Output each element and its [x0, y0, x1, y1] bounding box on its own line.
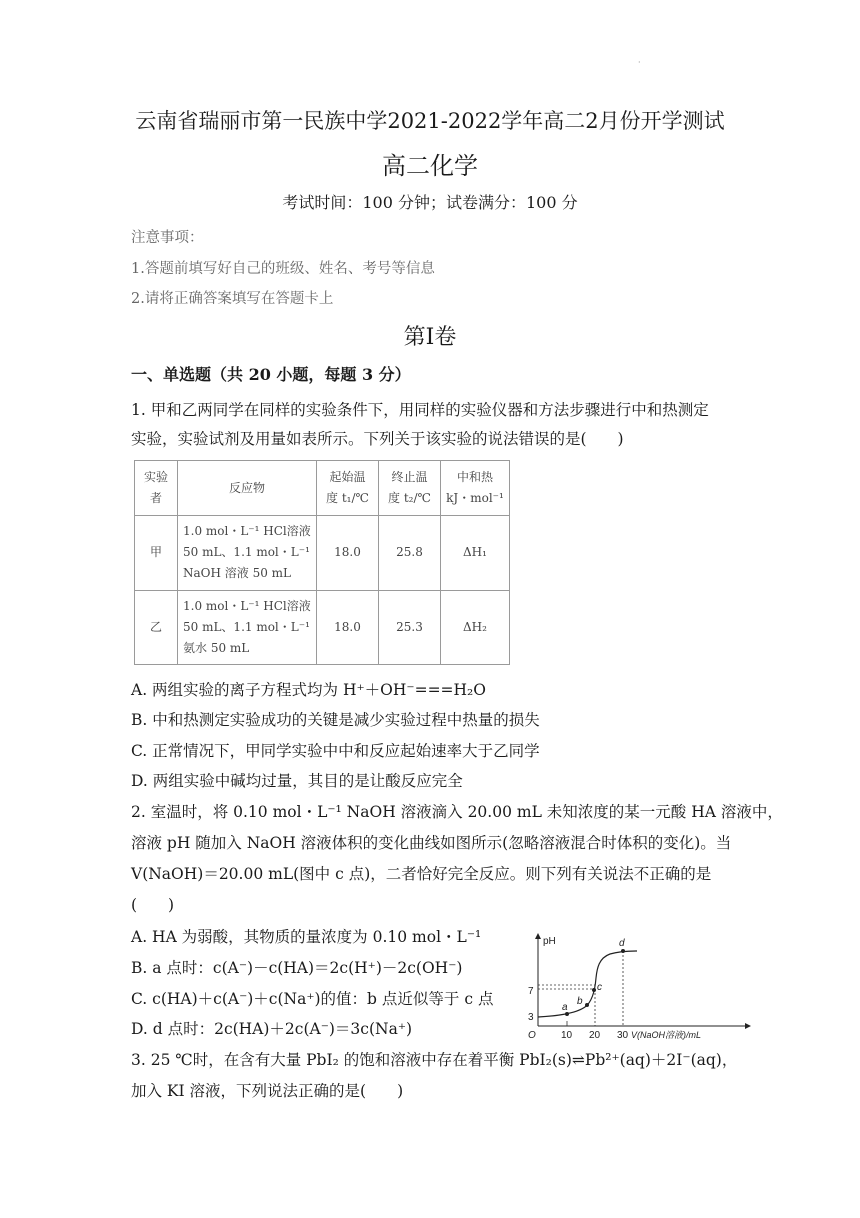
- q2-option-b: B. a 点时：c(A⁻)－c(HA)＝2c(H⁺)－2c(OH⁻): [131, 959, 463, 977]
- table-cell: 甲: [135, 516, 178, 591]
- q1-option-c: C. 正常情况下，甲同学实验中中和反应起始速率大于乙同学: [131, 742, 540, 760]
- x-axis-label: V(NaOH溶液)/mL: [631, 1030, 702, 1040]
- q1-option-d: D. 两组实验中碱均过量，其目的是让酸反应完全: [131, 772, 463, 790]
- table-cell: 18.0: [317, 516, 379, 591]
- point-b-marker: [585, 1003, 589, 1007]
- table-header-cell: 反应物: [178, 461, 317, 516]
- q2-option-a: A. HA 为弱酸，其物质的量浓度为 0.10 mol・L⁻¹: [131, 928, 482, 946]
- point-label: d: [619, 938, 625, 949]
- y-tick-label: 7: [528, 986, 534, 997]
- table-header-cell: 中和热 kJ・mol⁻¹: [441, 461, 510, 516]
- q2-stem-line: V(NaOH)＝20.00 mL(图中 c 点)，二者恰好完全反应。则下列有关说法不正确的是: [131, 865, 712, 883]
- exam-info: 考试时间：100 分钟；试卷满分：100 分: [282, 193, 578, 212]
- point-label: a: [562, 1002, 568, 1013]
- table-cell: ΔH₂: [441, 590, 510, 665]
- q3-stem-line: 加入 KI 溶液，下列说法正确的是( ): [131, 1082, 404, 1100]
- note-item: 1.答题前填写好自己的班级、姓名、考号等信息: [131, 261, 435, 277]
- note-item: 2.请将正确答案填写在答题卡上: [131, 291, 334, 307]
- q2-option-d: D. d 点时：2c(HA)＋2c(A⁻)＝3c(Na⁺): [131, 1020, 413, 1038]
- y-tick-label: 3: [528, 1012, 534, 1023]
- point-c-marker: [592, 988, 596, 992]
- origin-label: O: [528, 1030, 536, 1041]
- q3-stem-line: 3. 25 ℃时，在含有大量 PbI₂ 的饱和溶液中存在着平衡 PbI₂(s)⇌Pb²⁺(aq)＋2I⁻(aq)，: [131, 1051, 738, 1069]
- table-cell: 1.0 mol・L⁻¹ HCl溶液 50 mL、1.1 mol・L⁻¹ 氨水 50 mL: [178, 590, 317, 665]
- table-header-cell: 终止温 度 t₂/℃: [379, 461, 441, 516]
- table-cell: 25.3: [379, 590, 441, 665]
- x-tick-label: 20: [589, 1030, 601, 1041]
- q1-stem-line: 实验，实验试剂及用量如表所示。下列关于该实验的说法错误的是( ): [131, 430, 624, 448]
- table-cell: 25.8: [379, 516, 441, 591]
- point-d-marker: [621, 949, 625, 953]
- exam-subtitle: 高二化学: [382, 152, 478, 180]
- titration-curve: [538, 951, 637, 1017]
- table-cell: 1.0 mol・L⁻¹ HCl溶液 50 mL、1.1 mol・L⁻¹ NaOH 溶液 50 mL: [178, 516, 317, 591]
- table-cell: ΔH₁: [441, 516, 510, 591]
- x-tick-label: 30: [617, 1030, 629, 1041]
- q1-reagent-table: [134, 460, 510, 665]
- exam-title: 云南省瑞丽市第一民族中学2021-2022学年高二2月份开学测试: [135, 109, 725, 133]
- table-header-cell: 实验 者: [135, 461, 178, 516]
- header-mark: ·: [638, 58, 641, 67]
- q1-stem-line: 1. 甲和乙两同学在同样的实验条件下，用同样的实验仪器和方法步骤进行中和热测定: [131, 401, 709, 419]
- q2-stem-line: 2. 室温时，将 0.10 mol・L⁻¹ NaOH 溶液滴入 20.00 mL 未知浓度的某一元酸 HA 溶液中，: [131, 803, 783, 821]
- table-row: [135, 590, 510, 665]
- table-cell: 18.0: [317, 590, 379, 665]
- table-header-cell: 起始温 度 t₁/℃: [317, 461, 379, 516]
- q2-option-c: C. c(HA)＋c(A⁻)＋c(Na⁺)的值：b 点近似等于 c 点: [131, 990, 494, 1008]
- x-tick-label: 10: [561, 1030, 573, 1041]
- y-axis-label: pH: [543, 936, 556, 947]
- point-label: c: [597, 982, 602, 993]
- point-label: b: [577, 996, 583, 1007]
- table-row: [135, 516, 510, 591]
- q1-option-a: A. 两组实验的离子方程式均为 H⁺＋OH⁻===H₂O: [131, 681, 486, 699]
- q2-stem-line: 溶液 pH 随加入 NaOH 溶液体积的变化曲线如图所示(忽略溶液混合时体积的变化)。当: [131, 834, 732, 852]
- q2-stem-line: ( ): [131, 896, 175, 914]
- section-heading: 一、单选题（共 20 小题，每题 3 分）: [131, 365, 411, 384]
- q1-option-b: B. 中和热测定实验成功的关键是减少实验过程中热量的损失: [131, 711, 540, 729]
- volume-heading: 第Ⅰ卷: [403, 325, 457, 350]
- table-cell: 乙: [135, 590, 178, 665]
- titration-curve-graph: [525, 930, 755, 1045]
- notes-heading: 注意事项：: [131, 230, 204, 246]
